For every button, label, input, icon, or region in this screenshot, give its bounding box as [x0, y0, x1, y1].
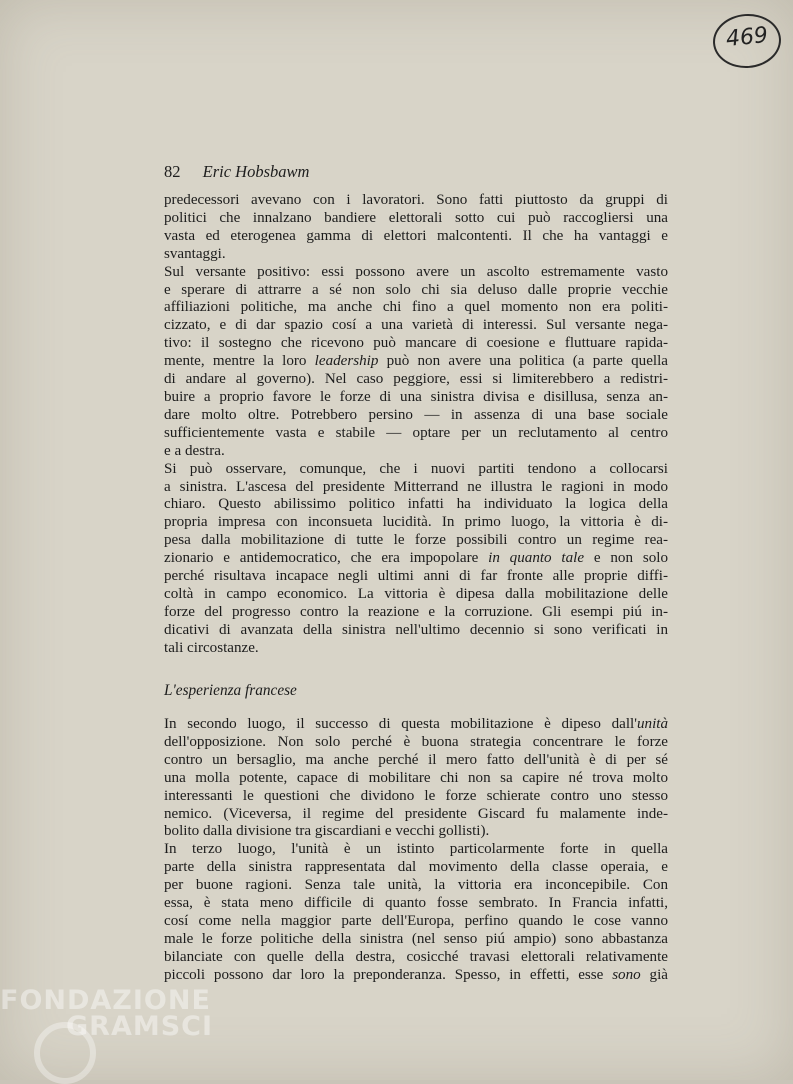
text-run: una molla potente, capace di mobilitare chi non sa capire né trova molto: [164, 769, 668, 786]
text-line: [164, 622, 668, 640]
watermark-line-1: FONDAZIONE: [0, 985, 211, 1016]
text-line: [164, 389, 668, 407]
text-run: dell'opposizione. Non solo perché è buona strategia concentrare le forze: [164, 733, 668, 750]
text-line: [164, 752, 668, 770]
text-run: tivo: il sostegno che ricevono può mancare di coesione e fluttuare rapida-: [164, 335, 668, 352]
folio: 82: [164, 162, 181, 181]
text-line: [164, 461, 668, 479]
text-run: dare molto oltre. Potrebbero persino — in assenza di una base sociale: [164, 406, 668, 423]
text-line: [164, 317, 668, 335]
text-run: Sul versante positivo: essi possono avere un ascolto estremamente vasto: [164, 263, 668, 280]
text-line: [164, 967, 668, 985]
text-run: a sinistra. L'ascesa del presidente Mitterrand ne illustra le ragioni in modo: [164, 478, 668, 495]
text-run: piccoli possono dar loro la preponderanza. Spesso, in effetti, esse: [164, 966, 613, 983]
italic-run: unità: [636, 716, 668, 732]
text-line: [164, 895, 668, 913]
text-run: tali circostanze.: [164, 639, 259, 656]
text-run: essa, è stata meno difficile di quanto fosse sembrato. In Francia infatti,: [164, 895, 668, 912]
text-line: [164, 407, 668, 425]
text-run: cizzato, e di dar spazio cosí a una varietà di interessi. Sul versante nega-: [164, 317, 668, 334]
text-line: [164, 210, 668, 228]
text-run: affiliazioni politiche, ma anche chi fino a quel momento non era politi-: [164, 299, 668, 316]
text-line: [164, 604, 668, 622]
text-line: [164, 246, 668, 264]
text-line: [164, 282, 668, 300]
text-line: [164, 913, 668, 931]
text-line: [164, 877, 668, 895]
text-run: svantaggi.: [164, 245, 226, 262]
text-run: nemico. (Viceversa, il regime del presidente Giscard fu malamente inde-: [164, 805, 668, 822]
italic-run: leadership: [314, 353, 379, 370]
text-line: [164, 841, 668, 859]
text-line: [164, 264, 668, 282]
text-line: [164, 514, 668, 532]
text-line: [164, 788, 668, 806]
text-run: In terzo luogo, l'unità è un istinto particolarmente forte in quella: [164, 841, 668, 858]
text-line: [164, 586, 668, 604]
text-run: mente, mentre la loro: [164, 353, 315, 370]
text-line: [164, 806, 668, 824]
text-line: [164, 568, 668, 586]
text-run: per buone ragioni. Senza tale unità, la vittoria era inconcepibile. Con: [164, 877, 668, 894]
text-run: Si può osservare, comunque, che i nuovi partiti tendono a collocarsi: [164, 460, 668, 477]
text-run: già: [640, 966, 668, 983]
text-line: [164, 192, 668, 210]
text-line: [164, 371, 668, 389]
text-line: [164, 949, 668, 967]
text-run: pesa dalla mobilitazione di tutte le forze possibili contro un regime rea-: [164, 532, 668, 549]
handwritten-page-number: 469: [724, 22, 770, 53]
text-run: chiaro. Questo abilissimo politico infatti ha individuato la logica della: [164, 496, 668, 513]
text-line: [164, 532, 668, 550]
text-line: [164, 859, 668, 877]
text-run: parte della sinistra rappresentata dal movimento della classe operaia, e: [164, 859, 668, 876]
text-run: perché risultava incapace negli ultimi anni di far fronte alle proprie diffi-: [164, 568, 668, 585]
text-run: In secondo luogo, il successo di questa mobilitazione è dipeso dall': [164, 716, 637, 732]
text-run: sufficientemente vasta e stabile — optare per un reclutamento al centro: [164, 424, 668, 441]
text-run: vasta ed eterogenea gamma di elettori malcontenti. Il che ha vantaggi e: [164, 227, 668, 244]
running-head: [164, 162, 309, 182]
text-line: [164, 823, 668, 841]
text-run: buire a proprio favore le forze di una sinistra divisa e disillusa, senza an-: [164, 388, 668, 405]
text-line: [164, 299, 668, 317]
text-run: male le forze politiche della sinistra (nel senso piú ampio) sono abbastanza: [164, 930, 668, 947]
text-line: [164, 716, 668, 734]
section-title: L'esperienza francese: [164, 682, 297, 699]
text-line: [164, 496, 668, 514]
text-run: bilanciate con quelle della destra, cosicché travasi elettorali relativamente: [164, 948, 668, 965]
text-line: [164, 770, 668, 788]
text-run: e a destra.: [164, 442, 225, 459]
watermark: [0, 985, 214, 1042]
text-run: può non avere una politica (a parte quella: [378, 353, 668, 370]
text-run: contro un bersaglio, ma anche perché il mero fatto dell'unità è di per sé: [164, 751, 668, 768]
body-paragraphs-top: [164, 192, 668, 658]
text-line: [164, 335, 668, 353]
text-run: coltà in campo economico. La vittoria è dipesa dalla mobilitazione delle: [164, 585, 668, 602]
text-line: [164, 353, 668, 371]
text-run: cosí come nella maggior parte dell'Europa, perfino quando le cose vanno: [164, 912, 668, 929]
text-line: [164, 640, 668, 658]
body-paragraphs-bottom: [164, 716, 668, 985]
text-line: [164, 550, 668, 568]
italic-run: in quanto tale: [488, 550, 585, 567]
text-run: forze del progresso contro la reazione e la corruzione. Gli esempi piú in-: [164, 603, 668, 620]
text-line: [164, 931, 668, 949]
text-line: [164, 734, 668, 752]
italic-run: sono: [612, 966, 641, 983]
text-run: di andare al governo). Nel caso peggiore, essi si limiterebbero a redistri-: [164, 371, 668, 388]
text-line: [164, 425, 668, 443]
text-run: bolito dalla divisione tra giscardiani e vecchi gollisti).: [164, 823, 490, 840]
watermark-line-2: GRAMSCI: [66, 1011, 214, 1042]
text-run: politici che innalzano bandiere elettorali sotto cui può raccogliersi una: [164, 209, 668, 226]
text-run: e non solo: [584, 550, 668, 567]
text-line: [164, 228, 668, 246]
text-line: [164, 443, 668, 461]
text-run: interessanti le questioni che dividono le forze schierate contro uno stesso: [164, 787, 668, 804]
text-run: zionario e antidemocratico, che era impopolare: [164, 550, 489, 567]
text-run: e sperare di attrarre a sé non solo chi sia deluso dalle proprie vecchie: [164, 281, 668, 298]
running-head-author: Eric Hobsbawm: [202, 162, 310, 181]
text-run: propria impresa con inconsueta lucidità. In primo luogo, la vittoria è di-: [164, 514, 668, 531]
text-line: [164, 479, 668, 497]
text-run: predecessori avevano con i lavoratori. Sono fatti piuttosto da gruppi di: [164, 192, 668, 208]
text-run: dicativi di avanzata della sinistra nell'ultimo decennio si sono verificati in: [164, 621, 668, 638]
